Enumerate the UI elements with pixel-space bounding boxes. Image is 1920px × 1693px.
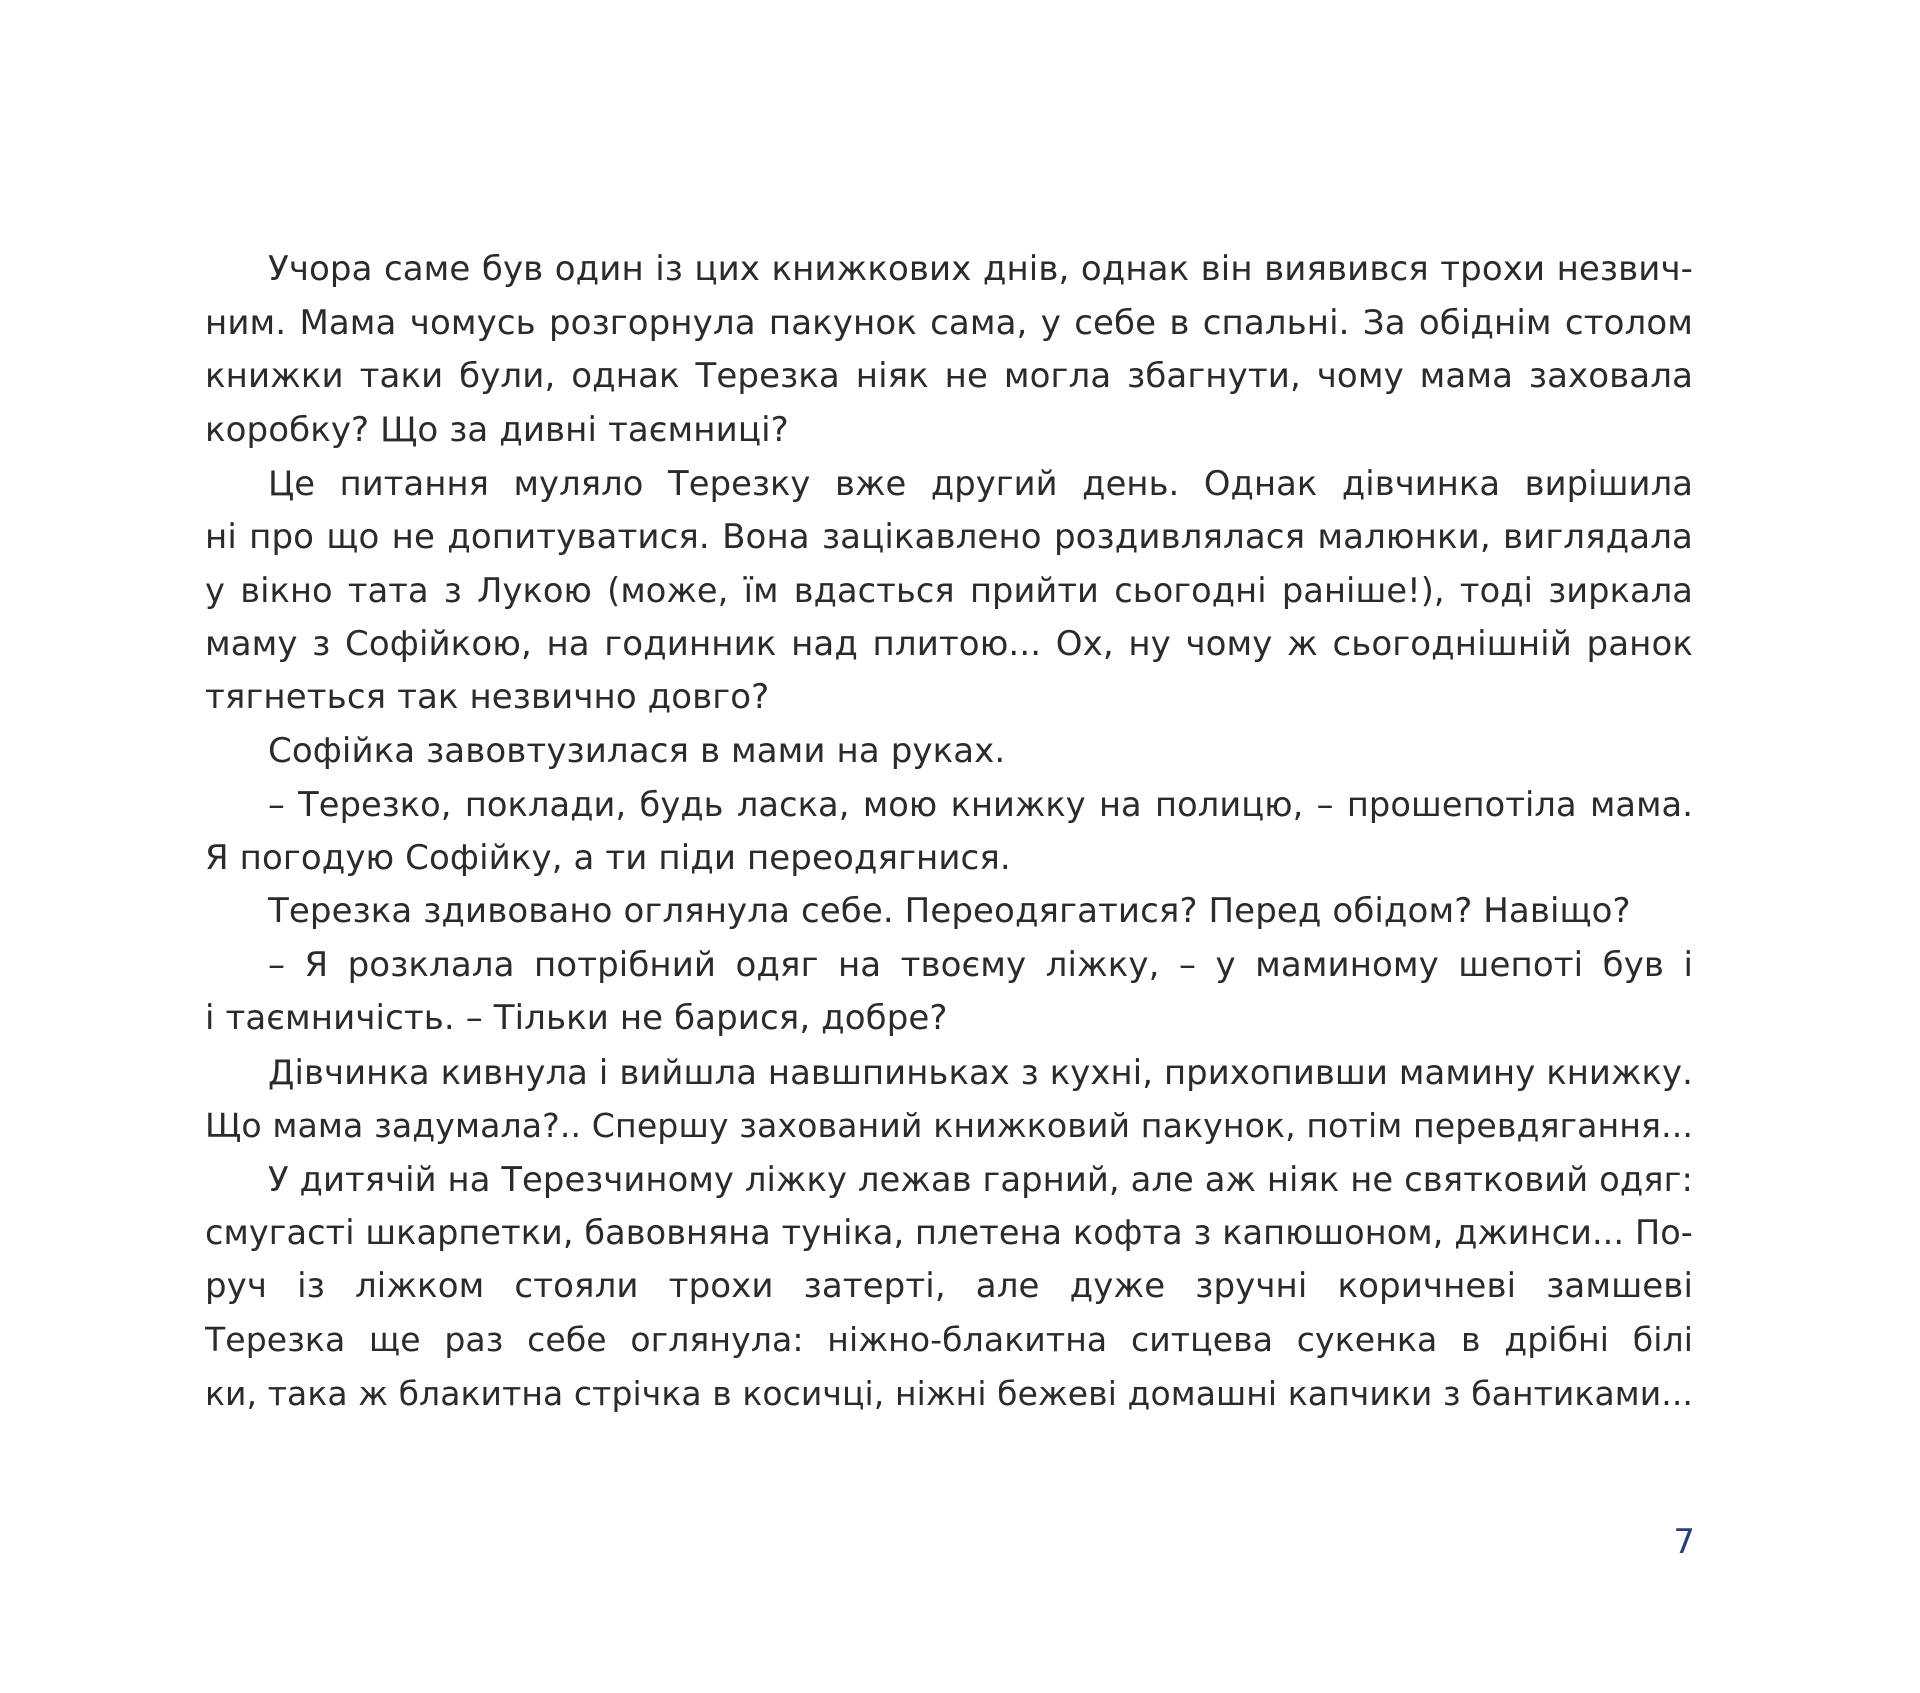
text-line: ні про що не допитуватися. Вона зацікавлено роздивлялася малюнки, виглядала	[205, 516, 1693, 557]
text-line: і таємничість. – Тільки не барися, добре?	[205, 998, 948, 1038]
text-line: коробку? Що за дивні таємниці?	[205, 409, 789, 450]
text-line: Дівчинка кивнула і вийшла навшпиньках з кухні, прихопивши мамину книжку.	[268, 1052, 1693, 1092]
text-line: – Я розклала потрібний одяг на твоєму ліжку, – у маминому шепоті був і	[268, 944, 1693, 985]
text-line: У дитячій на Терезчиному ліжку лежав гарний, але аж ніяк не святковий одяг:	[268, 1159, 1693, 1199]
text-line: ним. Мама чомусь розгорнула пакунок сама, у себе в спальні. За обіднім столом	[205, 302, 1693, 343]
body-text	[205, 243, 1693, 1420]
text-line: тягнеться так незвично довго?	[205, 677, 770, 717]
text-line: ки, така ж блакитна стрічка в косичці, ніжні бежеві домашні капчики з бантиками...	[205, 1373, 1693, 1413]
page-number: 7	[1673, 1522, 1695, 1562]
text-line: Учора саме був один із цих книжкових днів, однак він виявився трохи незвич-	[268, 249, 1693, 289]
text-line: книжки таки були, однак Терезка ніяк не могла збагнути, чому мама заховала	[205, 356, 1693, 396]
text-line: – Терезко, поклади, будь ласка, мою книжку на полицю, – прошепотіла мама.	[268, 785, 1693, 824]
text-line: маму з Софійкою, на годинник над плитою... Ох, ну чому ж сьогоднішній ранок	[205, 623, 1693, 664]
text-line: Я погодую Софійку, а ти піди переодягнися.	[205, 837, 1011, 878]
text-line: смугасті шкарпетки, бавовняна туніка, плетена кофта з капюшоном, джинси... По-	[205, 1213, 1693, 1252]
text-line: Софійка завовтузилася в мами на руках.	[268, 730, 1006, 771]
text-line: у вікно тата з Лукою (може, їм вдасться прийти сьогодні раніше!), тоді зиркала	[205, 571, 1693, 610]
text-line: руч із ліжком стояли трохи затерті, але дуже зручні коричневі замшеві	[205, 1265, 1693, 1306]
text-line: Що мама задумала?.. Спершу захований книжковий пакунок, потім перевдягання...	[205, 1106, 1693, 1145]
text-line: Це питання муляло Терезку вже другий день. Однак дівчинка вирішила	[268, 464, 1693, 503]
text-line: Терезка здивовано оглянула себе. Переодягатися? Перед обідом? Навіщо?	[268, 891, 1631, 931]
text-line: Терезка ще раз себе оглянула: ніжно-блакитна ситцева сукенка в дрібні білі	[205, 1320, 1693, 1359]
